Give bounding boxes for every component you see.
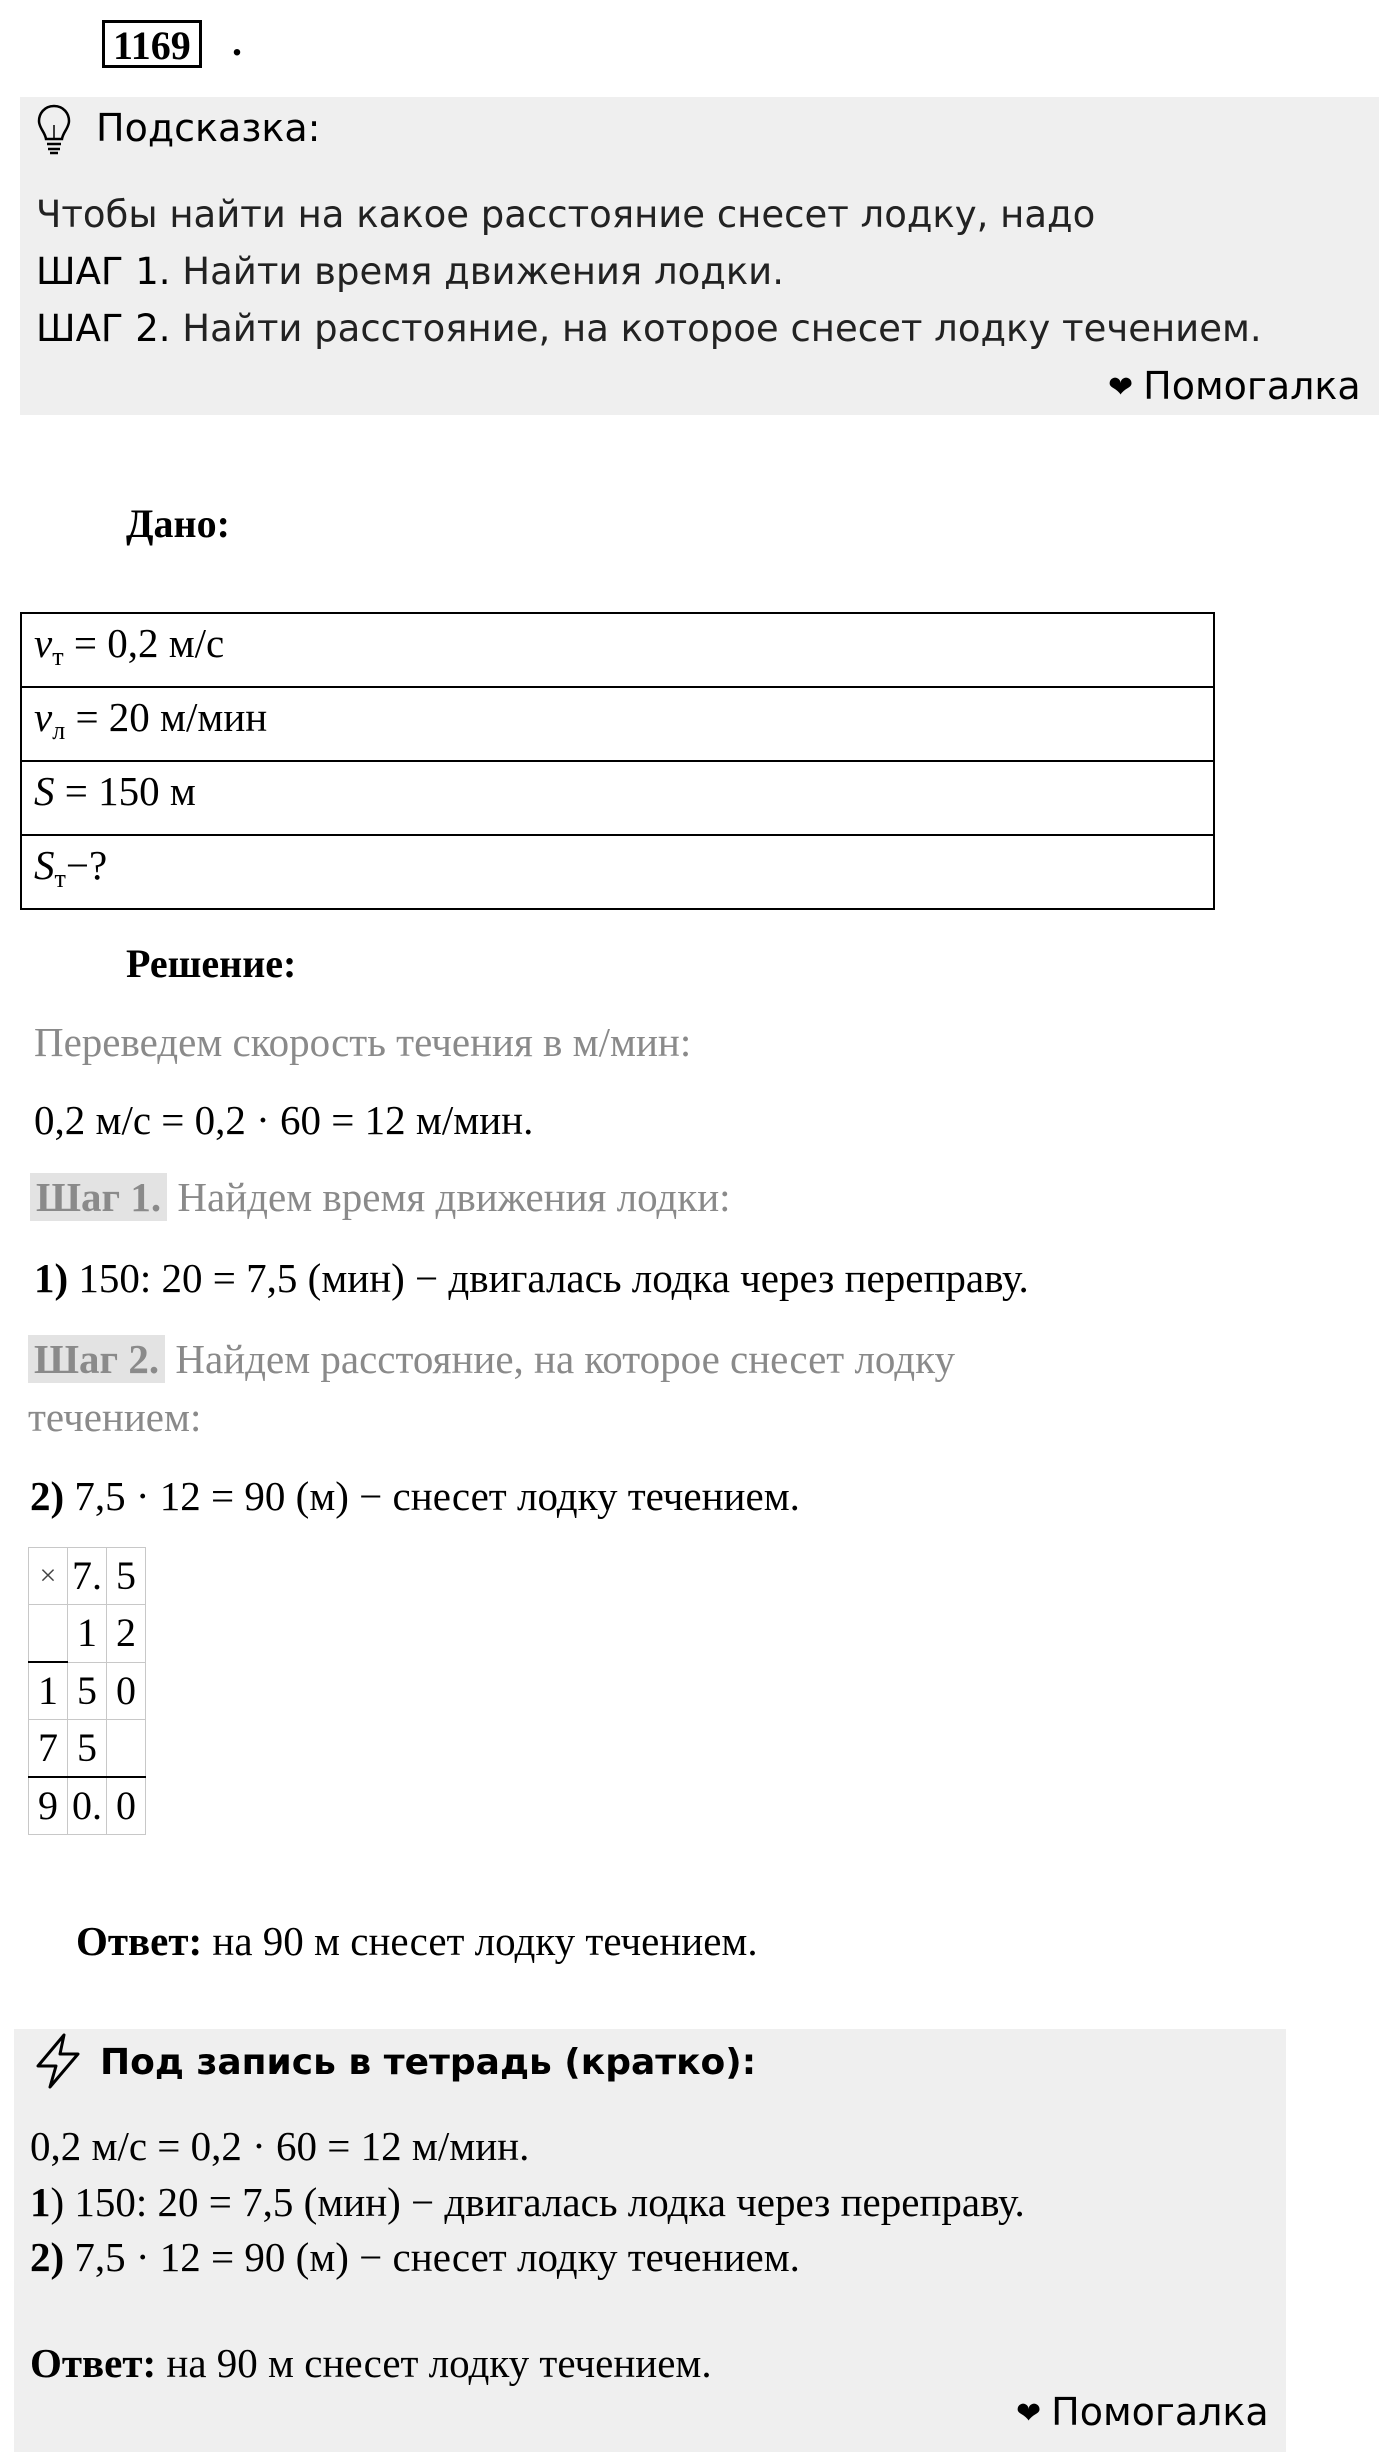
mult-cell: 5 [107, 1548, 146, 1605]
mult-cell: 9 [29, 1777, 68, 1835]
given-var: v [34, 620, 53, 666]
mult-cell: 5 [68, 1720, 107, 1778]
notebook-line-1: 0,2 м/с = 0,2 · 60 = 12 м/мин. [30, 2123, 530, 2169]
notebook-title: Под запись в тетрадь (кратко): [100, 2042, 757, 2083]
notebook-line-2-text: ) 150: 20 = 7,5 (мин) − двигалась лодка через переправу. [50, 2179, 1025, 2225]
hint-step-1-label: ШАГ 1. [36, 250, 171, 293]
given-var: v [34, 694, 53, 740]
step-2 [28, 1335, 955, 1383]
mult-row [29, 1777, 146, 1835]
given-sub: т [54, 864, 66, 893]
given-row [21, 613, 1214, 687]
calc-2-text: 7,5 · 12 = 90 (м) − снесет лодку течением. [64, 1473, 800, 1519]
step-2-text: Найдем расстояние, на которое снесет лодку [165, 1336, 955, 1382]
step-2-text-cont: течением: [28, 1394, 202, 1440]
hint-step-2-label: ШАГ 2. [36, 307, 171, 350]
hint-step-1-text: Найти время движения лодки. [170, 250, 784, 293]
notebook-answer-label: Ответ: [30, 2340, 157, 2386]
lightbulb-icon [36, 103, 72, 162]
lightning-icon [32, 2032, 86, 2095]
heart-icon: ❤ [1108, 370, 1134, 405]
given-row [21, 761, 1214, 835]
calc-2 [30, 1472, 800, 1520]
hint-intro: Чтобы найти на какое расстояние снесет лодку, надо [36, 193, 1096, 236]
calc-1-text: 150: 20 = 7,5 (мин) − двигалась лодка через переправу. [68, 1255, 1029, 1301]
notebook-line-2 [30, 2178, 1025, 2226]
mult-cell: 0 [107, 1662, 146, 1720]
notebook-credit [1016, 2390, 1269, 2434]
given-value: = 150 м [54, 768, 196, 814]
given-var: S [34, 842, 55, 888]
step-1 [30, 1173, 731, 1221]
answer [76, 1917, 758, 1965]
given-value: −? [65, 842, 108, 888]
step-1-label: Шаг 1. [30, 1173, 167, 1221]
mult-cell: 1 [29, 1662, 68, 1720]
convert-formula: 0,2 м/с = 0,2 · 60 = 12 м/мин. [34, 1097, 534, 1143]
solution-heading: Решение: [126, 941, 297, 986]
given-value: = 0,2 м/с [63, 620, 225, 666]
given-sub: т [52, 642, 64, 671]
hint-title: Подсказка: [96, 106, 321, 150]
notebook-line-3-text: 7,5 · 12 = 90 (м) − снесет лодку течением. [64, 2234, 800, 2280]
mult-cell: 7 [29, 1720, 68, 1778]
given-row [21, 835, 1214, 909]
calc-1-num: 1) [34, 1255, 69, 1301]
convert-note: Переведем скорость течения в м/мин: [34, 1019, 692, 1065]
mult-row [29, 1662, 146, 1720]
task-number-dot: . [232, 19, 242, 64]
notebook-line-2-num: 1 [30, 2179, 51, 2225]
mult-cell: 7. [68, 1548, 107, 1605]
hint-step-1 [36, 250, 784, 293]
mult-row [29, 1605, 146, 1663]
given-sub: л [52, 716, 66, 745]
mult-cell: 5 [68, 1662, 107, 1720]
notebook-line-3-num: 2) [30, 2234, 65, 2280]
step-1-text: Найдем время движения лодки: [167, 1174, 731, 1220]
mult-cell [29, 1605, 68, 1663]
hint-step-2 [36, 307, 1262, 350]
calc-1 [34, 1254, 1029, 1302]
hint-step-2-text: Найти расстояние, на которое снесет лодку течением. [170, 307, 1262, 350]
calc-2-num: 2) [30, 1473, 65, 1519]
notebook-line-3 [30, 2233, 800, 2281]
mult-cell [107, 1720, 146, 1778]
answer-label: Ответ: [76, 1918, 203, 1964]
mult-cell: 2 [107, 1605, 146, 1663]
given-var: S [34, 768, 55, 814]
given-value: = 20 м/мин [65, 694, 268, 740]
given-row [21, 687, 1214, 761]
hint-credit [1108, 364, 1361, 408]
task-number: 1169 [102, 20, 202, 68]
notebook-credit-label: Помогалка [1051, 2390, 1269, 2434]
mult-row [29, 1720, 146, 1778]
hint-credit-label: Помогалка [1143, 364, 1361, 408]
notebook-answer-text: на 90 м снесет лодку течением. [156, 2340, 712, 2386]
notebook-answer [30, 2339, 712, 2387]
heart-icon: ❤ [1016, 2396, 1042, 2431]
mult-cell: 0 [107, 1777, 146, 1835]
answer-text: на 90 м снесет лодку течением. [202, 1918, 758, 1964]
mult-row [29, 1548, 146, 1605]
mult-cell: 1 [68, 1605, 107, 1663]
mult-cell: 0. [68, 1777, 107, 1835]
given-table [20, 612, 1215, 910]
step-2-label: Шаг 2. [28, 1335, 165, 1383]
given-heading: Дано: [126, 501, 230, 546]
times-sign: × [29, 1548, 68, 1605]
multiplication-grid [28, 1547, 146, 1835]
